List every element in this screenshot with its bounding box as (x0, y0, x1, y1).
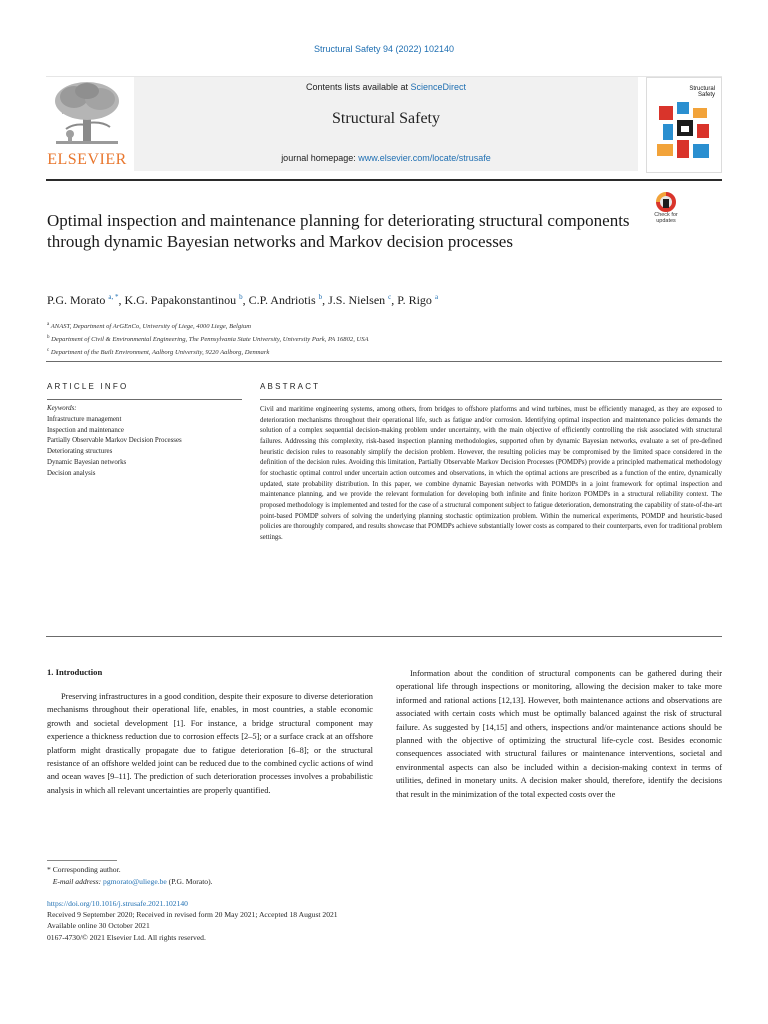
affiliation: $^c$ Department of the Built Environment, Aalborg University, 9220 Aalborg, Denmark (47, 348, 270, 357)
check-updates-line2: updates (656, 218, 676, 224)
introduction-heading: 1. Introduction (47, 667, 103, 677)
author[interactable]: J.S. Nielsen $^c$ (328, 293, 392, 307)
article-info-divider (47, 399, 242, 400)
received-dates: Received 9 September 2020; Received in revised form 20 May 2021; Accepted 18 August 2021 (47, 910, 338, 920)
doi-link[interactable]: https://doi.org/10.1016/j.strusafe.2021.102140 (47, 899, 188, 908)
body-column-left: Preserving infrastructures in a good condition, despite their exposure to diverse deterioration mechanisms throughout their operational life, enables, in most countries, a stable economic growth and societal development [1]. For instance, a bridge structural component may experience a thickness reduction due to corrosion effects [2–5]; or a surface crack at an offshore platform might drastically propagate due to fatigue deterioration [6–8]; or the structural resistance of an offshore welded joint can be reduced due to the combined cyclic actions of wind and ocean waves [9–11]. The prediction of such deterioration processes involves a probabilistic analysis in which all relevant uncertainties are properly quantified. (47, 692, 373, 795)
elsevier-logo[interactable] (46, 77, 128, 173)
body-column-right: Information about the condition of structural components can be gathered during their operational life through inspections or monitoring, allowing the decision maker to take more informed and rational actions [12,13]. However, both maintenance actions and observations are associated with certain costs which must be optimally balanced against the risk of structural failure. As suggested by [14,15] and others, inspections and/or maintenance actions should be planned with the objective of optimizing the structural life-cycle cost. Besides economic consequences associated with structural failures or maintenance interventions, societal and environmental aspects can also be included within a decision-making context in terms of utilities, defined in monetary units. A decision maker should, therefore, identify the decisions that result in the minimization of the total expected costs over the (396, 669, 722, 799)
keyword: Decision analysis (47, 469, 96, 477)
abstract-end-divider (46, 636, 722, 637)
email-label: E-mail address: (52, 877, 104, 886)
email-link[interactable]: pgmorato@uliege.be (103, 877, 167, 886)
journal-header (46, 76, 722, 175)
article-title: Optimal inspection and maintenance planning for deteriorating structural components through dynamic Bayesian networks and Markov decision processes (47, 211, 630, 251)
footnote (47, 864, 447, 888)
keyword: Inspection and maintenance (47, 426, 124, 434)
sciencedirect-link[interactable]: ScienceDirect (410, 82, 467, 92)
cover-title (651, 86, 715, 98)
homepage-line (134, 153, 638, 163)
check-updates-line1: Check for (654, 212, 678, 218)
keyword: Infrastructure management (47, 415, 122, 423)
abstract-text: Civil and maritime engineering systems, among others, from bridges to offshore platforms and wind turbines, must be efficiently managed, as they are exposed to deterioration mechanisms throughout their operational life, such as fatigue and/or corrosion. Identifying optimal inspection and maintenance policies demands the solution of a complex sequential decision-making problem under uncertainty, with the main objective of efficiently controlling the risk associated with structural failures. Addressing this complexity, risk-based inspection planning methodologies, supported often by dynamic Bayesian networks, evaluate a set of pre-defined heuristic decision rules to reasonably simplify the decision problem. However, the resulting policies may be compromised by the limited space considered in the definition of the decision rules. Avoiding this limitation, Partially Observable Markov Decision Processes (POMDPs) provide a principled mathematical methodology for stochastic optimal control under uncertain action outcomes and observations, in which the optimal actions are prescribed as a function of the entire, dynamically updated, state probability distribution. In this paper, we combine dynamic Bayesian networks with POMDPs in a joint framework for optimal inspection and maintenance planning, and we provide the relevant formulation for developing both infinite and finite horizon POMDPs in a structural reliability context. The proposed methodology is implemented and tested for the case of a structural component subject to fatigue deterioration, demonstrating the capability of state-of-the-art point-based POMDP solvers of solving the underlying planning stochastic optimization problem. Within the numerical experiments, POMDP and heuristic-based policies are thoroughly compared, and results showcase that POMDPs achieve substantially lower costs as compared to their counterparts, even for traditional problem settings. (260, 406, 722, 541)
journal-title: Structural Safety (332, 110, 440, 127)
cover-art-icon (655, 100, 713, 166)
check-for-updates-label[interactable] (644, 212, 688, 224)
keywords-label: Keywords: (47, 405, 77, 412)
email-suffix: (P.G. Morato). (166, 877, 213, 886)
footnote-divider (47, 860, 117, 861)
header-divider (46, 179, 722, 181)
article-info-heading: ARTICLE INFO (47, 382, 129, 391)
journal-citation[interactable]: Structural Safety 94 (2022) 102140 (313, 44, 455, 54)
copyright: 0167-4730/© 2021 Elsevier Ltd. All rights reserved. (47, 932, 206, 942)
affiliation: $^b$ Department of Civil & Environmental Engineering, The Pennsylvania State University, University Park, PA 16802, USA (47, 335, 369, 344)
author[interactable]: P.G. Morato $^{a, *}$ (47, 293, 119, 307)
affiliation: $^a$ ANAST, Department of ArGEnCo, University of Liege, 4000 Liege, Belgium (47, 322, 252, 331)
email-line (47, 876, 447, 888)
elsevier-wordmark: ELSEVIER (47, 151, 127, 168)
masthead-box (134, 77, 638, 171)
journal-cover[interactable] (646, 77, 722, 173)
contents-prefix: Contents lists available at (305, 82, 411, 92)
author[interactable]: K.G. Papakonstantinou $^b$ (124, 293, 243, 307)
elsevier-tree-icon (52, 79, 122, 149)
available-online: Available online 30 October 2021 (47, 921, 150, 931)
author[interactable]: C.P. Andriotis $^b$ (248, 293, 323, 307)
abstract-divider (260, 399, 722, 400)
keyword: Dynamic Bayesian networks (47, 458, 127, 466)
section-divider (46, 361, 722, 362)
homepage-link[interactable]: www.elsevier.com/locate/strusafe (358, 153, 491, 163)
publication-info (47, 898, 547, 943)
keyword: Partially Observable Markov Decision Processes (47, 437, 182, 445)
abstract-heading: ABSTRACT (260, 382, 321, 391)
author[interactable]: P. Rigo $^a$ (397, 293, 439, 307)
check-for-updates-icon[interactable] (646, 190, 686, 230)
homepage-label: journal homepage: (281, 153, 359, 163)
cover-title-line1: Structural (689, 86, 715, 92)
keywords-list (47, 404, 242, 480)
affiliation-list (47, 319, 723, 359)
cover-title-line2: Safety (697, 92, 715, 98)
contents-line (134, 82, 638, 92)
keyword: Deteriorating structures (47, 448, 113, 456)
corresponding-author-note: * Corresponding author. (47, 865, 121, 874)
author-list: P.G. Morato $^{a, *}$, K.G. Papakonstantinou $^b$, C.P. Andriotis $^b$, J.S. Nielsen $^c$, P. Rigo $^a$ (47, 293, 439, 307)
